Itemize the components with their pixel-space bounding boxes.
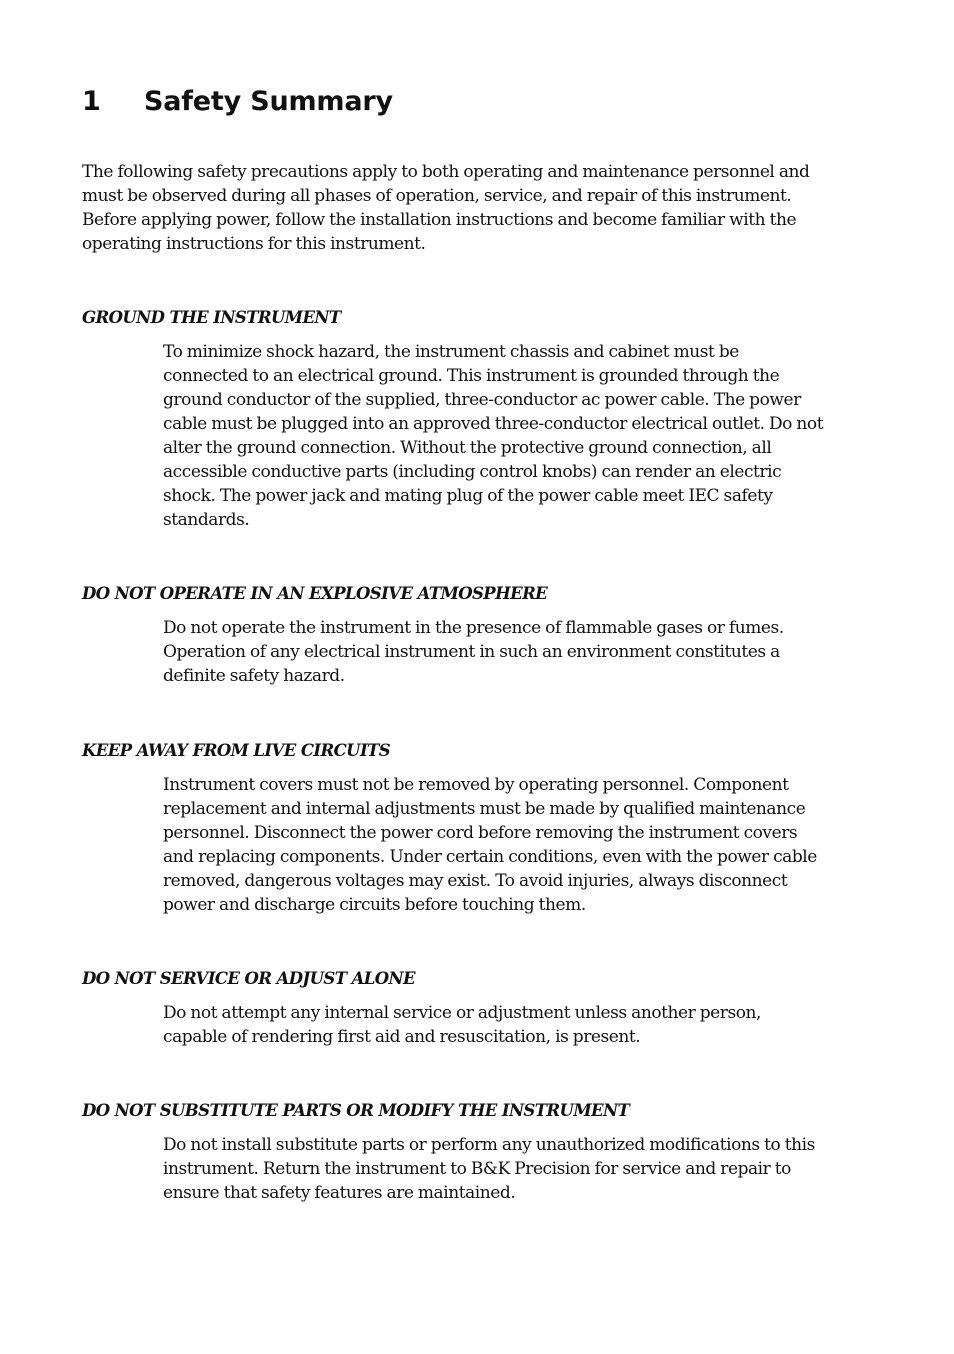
subsection-title-ground: GROUND THE INSTRUMENT — [82, 308, 341, 327]
section-title: Safety Summary — [144, 86, 393, 117]
subsection-title-live-circuits: KEEP AWAY FROM LIVE CIRCUITS — [82, 741, 391, 760]
subsection-body-ground: To minimize shock hazard, the instrument chassis and cabinet must be connected to an electrical ground. This instrument is grounded through the ground conductor of the supplied, three-conductor ac power cable. The power cable must be plugged into an approved three-conductor electrical outlet. Do not alter the ground connection. Without the protective ground connection, all accessible conductive parts (including control knobs) can render an electric shock. The power jack and mating plug of the power cable meet IEC safety standards. — [163, 342, 824, 530]
page-heading — [82, 84, 393, 120]
subsection-title-service-alone: DO NOT SERVICE OR ADJUST ALONE — [82, 969, 416, 988]
section-number: 1 — [82, 86, 101, 117]
intro-paragraph: The following safety precautions apply to both operating and maintenance personnel and must be observed during all phases of operation, service, and repair of this instrument. Before applying power, follow the installation instructions and become familiar with the operating instructions for this instrument. — [82, 162, 810, 254]
subsection-body-substitute-parts: Do not install substitute parts or perform any unauthorized modifications to this instrument. Return the instrument to B&K Precision for service and repair to ensure that safety features are maintained. — [163, 1135, 815, 1203]
subsection-body-explosive: Do not operate the instrument in the presence of flammable gases or fumes. Operation of any electrical instrument in such an environment constitutes a definite safety hazard. — [163, 618, 784, 686]
subsection-title-explosive: DO NOT OPERATE IN AN EXPLOSIVE ATMOSPHERE — [82, 584, 548, 603]
subsection-body-service-alone: Do not attempt any internal service or adjustment unless another person, capable of rendering first aid and resuscitation, is present. — [163, 1003, 761, 1047]
subsection-body-live-circuits: Instrument covers must not be removed by operating personnel. Component replacement and internal adjustments must be made by qualified maintenance personnel. Disconnect the power cord before removing the instrument covers and replacing components. Under certain conditions, even with the power cable removed, dangerous voltages may exist. To avoid injuries, always disconnect power and discharge circuits before touching them. — [163, 775, 817, 915]
subsection-title-substitute-parts: DO NOT SUBSTITUTE PARTS OR MODIFY THE INSTRUMENT — [82, 1101, 630, 1120]
